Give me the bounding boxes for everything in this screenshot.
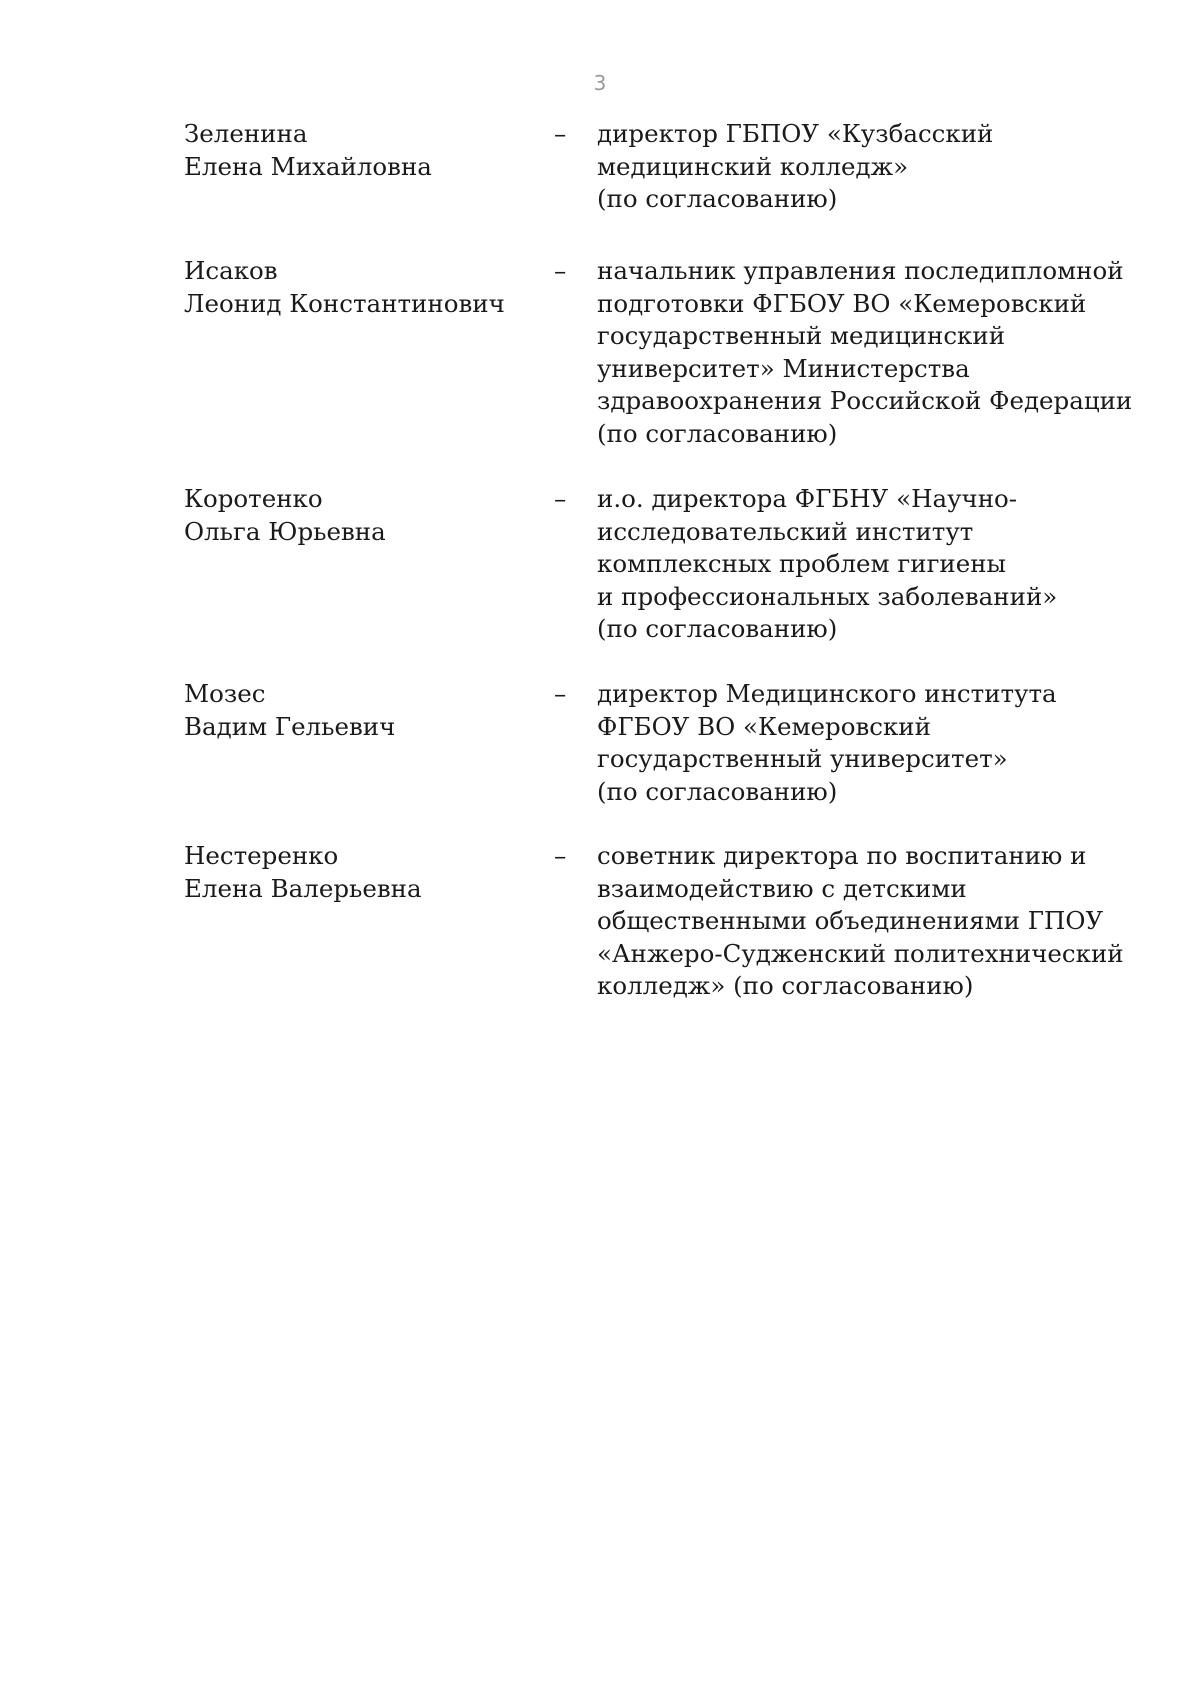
position-line: (по согласованию) <box>597 614 838 643</box>
member-surname: Коротенко <box>184 484 323 513</box>
member-position <box>597 118 1117 216</box>
member-given-names: Ольга Юрьевна <box>184 516 386 546</box>
member-position <box>597 255 1133 450</box>
member-name <box>184 840 524 905</box>
position-line: начальник управления последипломной <box>597 256 1124 285</box>
member-position <box>597 840 1124 1003</box>
position-line: директор ГБПОУ «Кузбасский <box>597 119 994 148</box>
member-position <box>597 678 1117 808</box>
position-line: (по согласованию) <box>597 418 838 448</box>
member-name <box>184 678 524 743</box>
member-name <box>184 483 524 548</box>
position-line: (по согласованию) <box>597 184 838 213</box>
member-given-names: Елена Михайловна <box>184 151 432 181</box>
position-line: университет» Министерства <box>597 353 970 383</box>
position-line: комплексных проблем гигиены <box>597 549 1007 578</box>
member-given-names: Леонид Константинович <box>184 288 505 318</box>
member-surname: Исаков <box>184 256 278 285</box>
position-line: колледж» (по согласованию) <box>597 971 974 1000</box>
dash-separator: – <box>554 119 567 148</box>
dash-separator: – <box>554 256 567 285</box>
position-line: советник директора по воспитанию и <box>597 841 1087 870</box>
member-surname: Зеленина <box>184 119 308 148</box>
dash-separator: – <box>554 484 567 513</box>
position-line: «Анжеро-Судженский политехнический <box>597 938 1124 968</box>
position-line: государственный университет» <box>597 744 1008 773</box>
position-line: и.о. директора ФГБНУ «Научно- <box>597 484 1018 513</box>
dash-separator: – <box>554 841 567 870</box>
member-name <box>184 118 524 183</box>
member-position <box>597 483 1117 646</box>
member-name <box>184 255 524 320</box>
member-surname: Мозес <box>184 679 266 708</box>
position-line: взаимодействию с детскими <box>597 873 967 903</box>
position-line: и профессиональных заболеваний» <box>597 581 1058 611</box>
position-line: ФГБОУ ВО «Кемеровский <box>597 711 931 741</box>
position-line: подготовки ФГБОУ ВО «Кемеровский <box>597 288 1087 318</box>
member-given-names: Елена Валерьевна <box>184 873 422 903</box>
page-number: 3 <box>593 71 607 95</box>
member-given-names: Вадим Гельевич <box>184 711 396 741</box>
position-line: общественными объединениями ГПОУ <box>597 906 1104 935</box>
position-line: государственный медицинский <box>597 321 1006 350</box>
position-line: (по согласованию) <box>597 776 838 806</box>
position-line: здравоохранения Российской Федерации <box>597 386 1133 415</box>
position-line: медицинский колледж» <box>597 151 909 181</box>
position-line: исследовательский институт <box>597 516 974 546</box>
dash-separator: – <box>554 679 567 708</box>
member-surname: Нестеренко <box>184 841 339 870</box>
position-line: директор Медицинского института <box>597 679 1057 708</box>
